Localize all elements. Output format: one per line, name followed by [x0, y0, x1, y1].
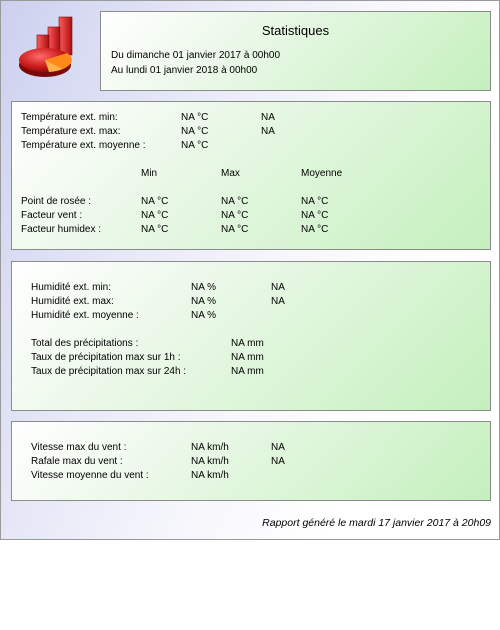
- dewpoint-label: Point de rosée :: [21, 196, 92, 207]
- col-header-max: Max: [221, 168, 240, 179]
- hum-min-value: NA %: [191, 282, 217, 293]
- wind-max-label: Vitesse max du vent :: [31, 442, 127, 453]
- rain-total-value: NA mm: [231, 338, 264, 349]
- humidex-max: NA °C: [221, 224, 249, 235]
- temp-min-label: Température ext. min:: [21, 112, 118, 123]
- period-to: Au lundi 01 janvier 2018 à 00h00: [111, 65, 258, 76]
- wind-max-value: NA km/h: [191, 442, 229, 453]
- dewpoint-avg: NA °C: [301, 196, 329, 207]
- wind-avg-label: Vitesse moyenne du vent :: [31, 470, 149, 481]
- wind-gust-label: Rafale max du vent :: [31, 456, 123, 467]
- col-header-min: Min: [141, 168, 158, 179]
- temperature-panel: [11, 101, 491, 250]
- rain-rate-24h-value: NA mm: [231, 366, 264, 377]
- period-from: Du dimanche 01 janvier 2017 à 00h00: [111, 50, 281, 61]
- wind-panel: [11, 421, 491, 501]
- temp-avg-label: Température ext. moyenne :: [21, 140, 146, 151]
- hum-max-label: Humidité ext. max:: [31, 296, 114, 307]
- page-title: Statistiques: [261, 23, 330, 38]
- wind-gust-value: NA km/h: [191, 456, 229, 467]
- header-panel: [100, 11, 491, 91]
- wind-avg-value: NA km/h: [191, 470, 229, 481]
- windchill-avg: NA °C: [301, 210, 329, 221]
- rain-rate-1h-value: NA mm: [231, 352, 264, 363]
- temp-max-value: NA °C: [181, 126, 209, 137]
- wind-max-date: NA: [271, 442, 285, 453]
- humidity-panel: [11, 261, 491, 411]
- hum-avg-value: NA %: [191, 310, 217, 321]
- wind-gust-date: NA: [271, 456, 285, 467]
- humidex-min: NA °C: [141, 224, 169, 235]
- hum-min-date: NA: [271, 282, 285, 293]
- rain-rate-1h-label: Taux de précipitation max sur 1h :: [31, 352, 181, 363]
- humidex-avg: NA °C: [301, 224, 329, 235]
- report-footer: Rapport généré le mardi 17 janvier 2017 à 20h09: [262, 517, 491, 529]
- hum-min-label: Humidité ext. min:: [31, 282, 112, 293]
- hum-max-date: NA: [271, 296, 285, 307]
- temp-avg-value: NA °C: [181, 140, 209, 151]
- col-header-avg: Moyenne: [301, 168, 343, 179]
- windchill-max: NA °C: [221, 210, 249, 221]
- windchill-label: Facteur vent :: [21, 210, 83, 221]
- temp-min-value: NA °C: [181, 112, 209, 123]
- pie-bar-chart-icon: [15, 13, 83, 81]
- hum-max-value: NA %: [191, 296, 217, 307]
- rain-total-label: Total des précipitations :: [31, 338, 139, 349]
- temp-min-date: NA: [261, 112, 275, 123]
- hum-avg-label: Humidité ext. moyenne :: [31, 310, 139, 321]
- humidex-label: Facteur humidex :: [21, 224, 102, 235]
- dewpoint-min: NA °C: [141, 196, 169, 207]
- dewpoint-max: NA °C: [221, 196, 249, 207]
- windchill-min: NA °C: [141, 210, 169, 221]
- temp-max-date: NA: [261, 126, 275, 137]
- temp-max-label: Température ext. max:: [21, 126, 121, 137]
- rain-rate-24h-label: Taux de précipitation max sur 24h :: [31, 366, 187, 377]
